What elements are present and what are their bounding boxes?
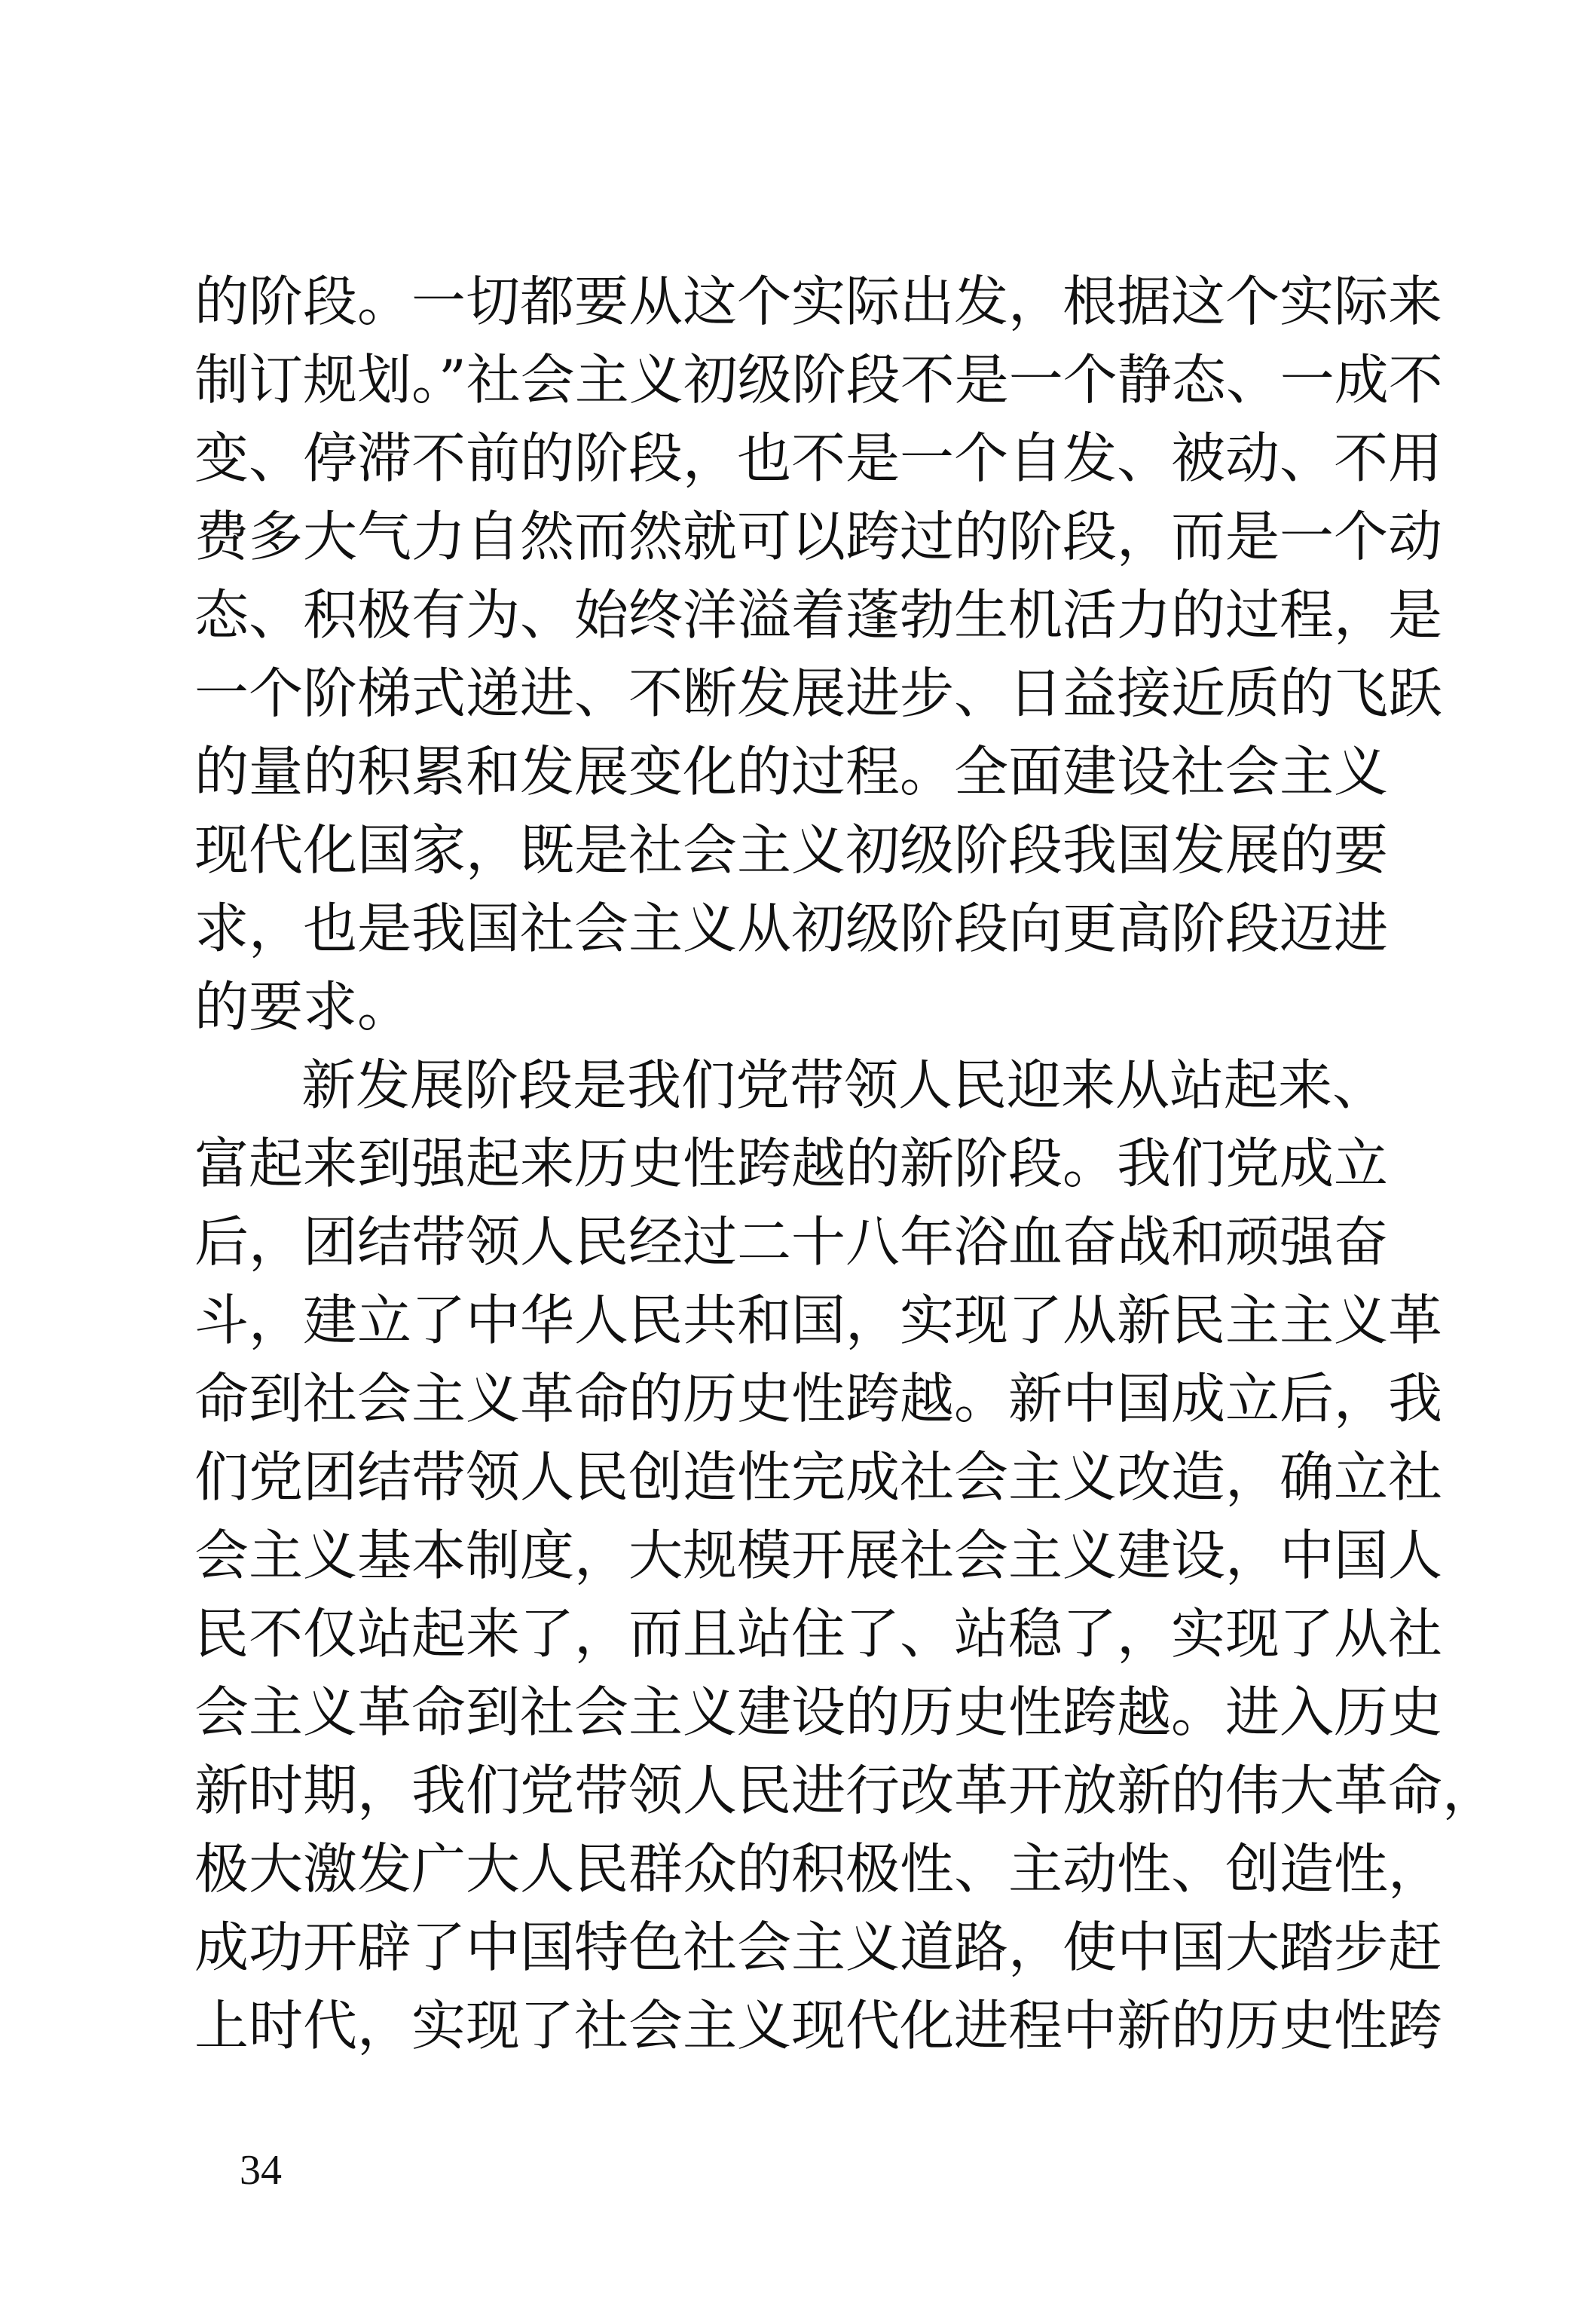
text-line: 后，团结带领人民经过二十八年浴血奋战和顽强奋 xyxy=(194,1210,1389,1274)
paragraph-2 xyxy=(194,1046,1497,2065)
text-line: 新发展阶段是我们党带领人民迎来从站起来、 xyxy=(301,1054,1387,1117)
text-line: 态、积极有为、始终洋溢着蓬勃生机活力的过程，是 xyxy=(194,583,1443,647)
text-line: 新时期，我们党带领人民进行改革开放新的伟大革命， xyxy=(194,1759,1497,1822)
page-number: 34 xyxy=(240,2147,282,2194)
text-line: 现代化国家，既是社会主义初级阶段我国发展的要 xyxy=(194,818,1389,882)
text-line: 制订规划。”社会主义初级阶段不是一个静态、一成不 xyxy=(194,348,1443,411)
body-text xyxy=(194,262,1497,2065)
text-line: 的量的积累和发展变化的过程。全面建设社会主义 xyxy=(194,740,1389,803)
text-line: 求，也是我国社会主义从初级阶段向更高阶段迈进 xyxy=(194,897,1389,960)
text-line: 会主义基本制度，大规模开展社会主义建设，中国人 xyxy=(194,1524,1443,1587)
text-line: 成功开辟了中国特色社会主义道路，使中国大踏步赶 xyxy=(194,1916,1443,1979)
text-line: 命到社会主义革命的历史性跨越。新中国成立后，我 xyxy=(194,1367,1443,1430)
text-line: 的阶段。一切都要从这个实际出发，根据这个实际来 xyxy=(194,270,1443,333)
text-line: 斗，建立了中华人民共和国，实现了从新民主主义革 xyxy=(194,1289,1443,1352)
text-line: 会主义革命到社会主义建设的历史性跨越。进入历史 xyxy=(194,1681,1443,1744)
text-line: 费多大气力自然而然就可以跨过的阶段，而是一个动 xyxy=(194,505,1443,568)
text-line: 上时代，实现了社会主义现代化进程中新的历史性跨 xyxy=(194,1994,1443,2057)
text-line: 富起来到强起来历史性跨越的新阶段。我们党成立 xyxy=(194,1132,1389,1195)
text-line: 的要求。 xyxy=(194,975,412,1038)
text-line: 变、停滞不前的阶段，也不是一个自发、被动、不用 xyxy=(194,427,1443,490)
paragraph-1 xyxy=(194,262,1443,1046)
text-line: 们党团结带领人民创造性完成社会主义改造，确立社 xyxy=(194,1445,1443,1509)
text-line: 民不仅站起来了，而且站住了、站稳了，实现了从社 xyxy=(194,1602,1443,1665)
text-line: 一个阶梯式递进、不断发展进步、日益接近质的飞跃 xyxy=(194,662,1443,725)
text-line: 极大激发广大人民群众的积极性、主动性、创造性， xyxy=(194,1837,1443,1901)
